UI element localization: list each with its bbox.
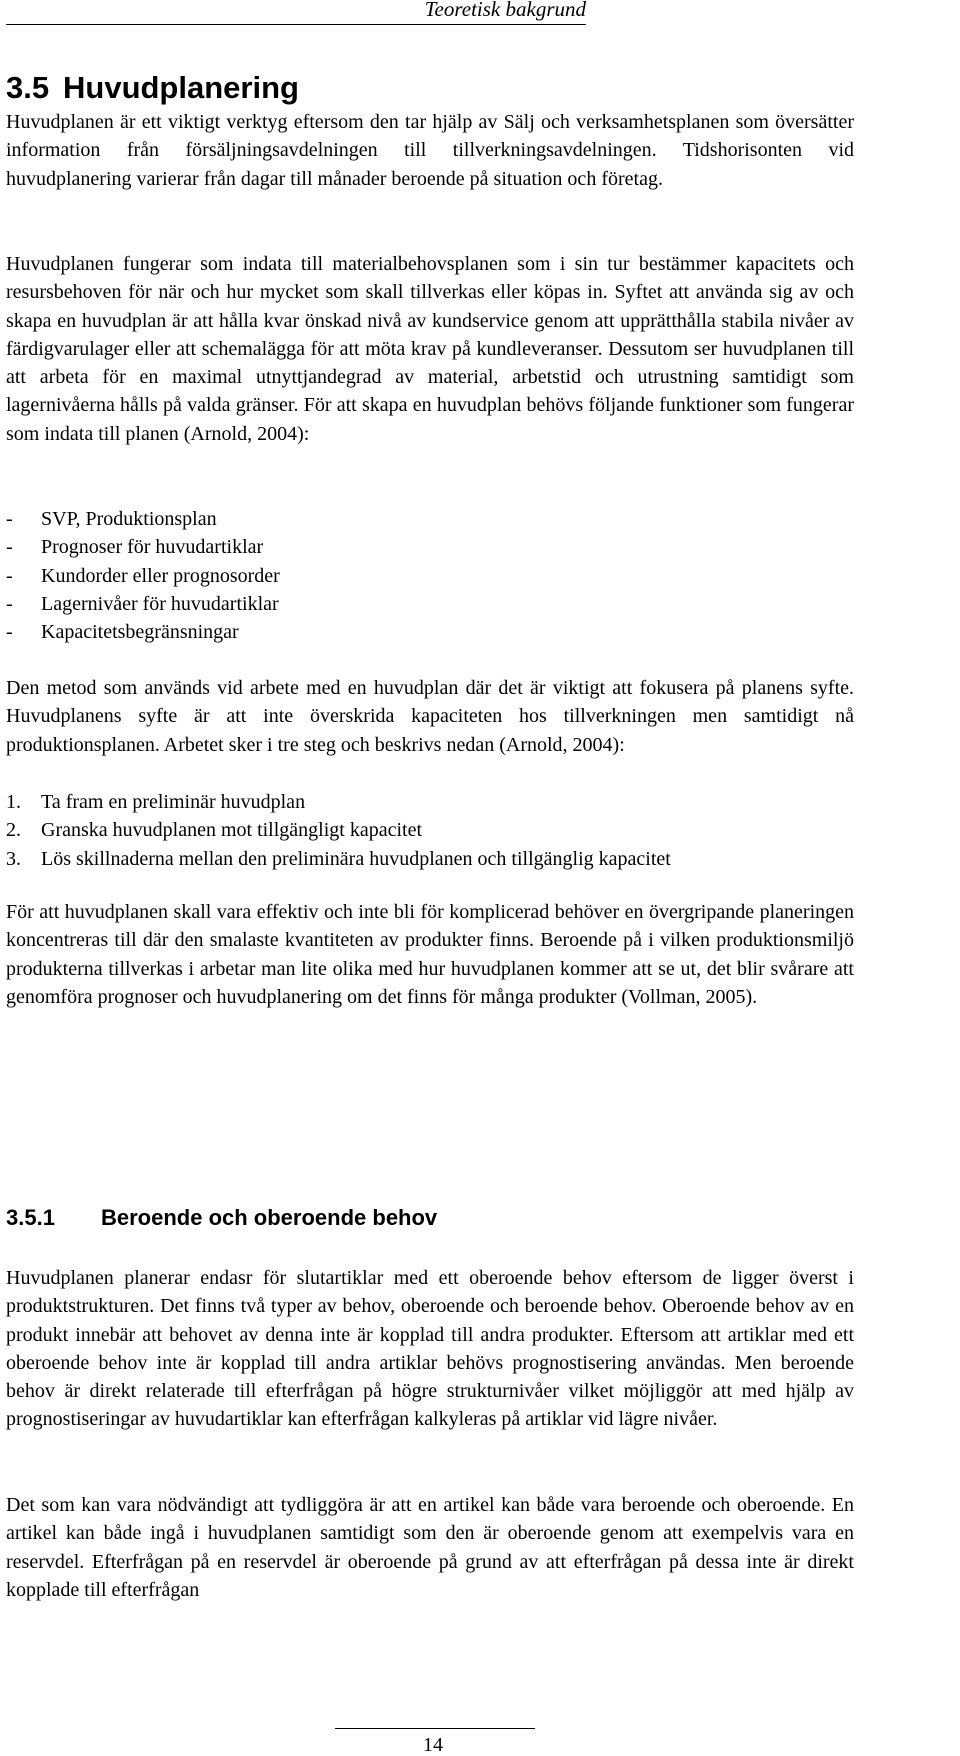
paragraph: Huvudplanen fungerar som indata till materialbehovsplanen som i sin tur bestämmer kapacitets och resursbehoven för när och hur mycket som skall tillverkas eller köpas in. Syftet att använda sig av och skapa en huvudplan är att hålla kvar önskad nivå av kundservice genom att upprätthålla stabila nivåer av färdigvarulager eller att schemalägga för att möta krav på kundleveranser. Dessutom ser huvudplanen till att arbeta för en maximal utnyttjandegrad av material, arbetstid och utrustning samtidigt som lagernivåerna hålls på valda gränser. För att skapa en huvudplan behövs följande funktioner som fungerar som indata till planen (Arnold, 2004): bbox=[6, 253, 854, 445]
numbered-list bbox=[6, 788, 854, 873]
list-item: - Lagernivåer för huvudartiklar bbox=[6, 592, 279, 615]
page-number: 14 bbox=[423, 1734, 443, 1756]
section-number: 3.5 bbox=[6, 70, 50, 105]
section-heading bbox=[6, 70, 299, 106]
paragraph: Den metod som används vid arbete med en huvudplan där det är viktigt att fokusera på planens syfte. Huvudplanens syfte är att inte överskrida kapaciteten hos tillverkningen men samtidigt nå produktionsplanen. Arbetet sker i tre steg och beskrivs nedan (Arnold, 2004): bbox=[6, 677, 854, 756]
bullet-list bbox=[6, 505, 854, 646]
paragraph: Huvudplanen planerar endasr för slutartiklar med ett oberoende behov eftersom de ligger överst i produktstrukturen. Det finns två typer av behov, oberoende och beroende behov. Oberoende behov av en produkt innebär att behovet av denna inte är kopplad till andra produkter. Eftersom att artiklar med ett oberoende behov inte är kopplad till andra artiklar behövs prognostisering användas. Men beroende behov är direkt relaterade till efterfrågan på högre strukturnivåer vilket möjliggör att med hjälp av prognostiseringar av huvudartiklar kan efterfrågan kalkyleras på artiklar vid lägre nivåer. bbox=[6, 1267, 854, 1431]
paragraph: Det som kan vara nödvändigt att tydliggöra är att en artikel kan både vara beroende och oberoende. En artikel kan både ingå i huvudplanen samtidigt som den är oberoende genom att exempelvis vara en reservdel. Efterfrågan på en reservdel är oberoende på grund av att efterfrågan på dessa inte är direkt kopplade till efterfrågan bbox=[6, 1494, 854, 1601]
paragraph: För att huvudplanen skall vara effektiv och inte bli för komplicerad behöver en övergripande planeringen koncentreras till där den smalaste kvantiteten av produkter finns. Beroende på i vilken produktionsmiljö produkterna tillverkas i arbetar man lite olika med hur huvudplanen kommer att se ut, det blir svårare att genomföra prognoser och huvudplanering om det finns för många produkter (Vollman, 2005). bbox=[6, 901, 854, 1008]
list-item: 3. Lös skillnaderna mellan den preliminära huvudplanen och tillgänglig kapacitet bbox=[6, 847, 671, 870]
footer-divider bbox=[335, 1728, 535, 1729]
list-item: - SVP, Produktionsplan bbox=[6, 508, 217, 530]
list-item: 1. Ta fram en preliminär huvudplan bbox=[6, 791, 306, 813]
running-header-title: Teoretisk bakgrund bbox=[424, 0, 586, 21]
running-header bbox=[6, 0, 586, 25]
subsection-title: Beroende och oberoende behov bbox=[101, 1205, 438, 1230]
subsection-heading bbox=[6, 1205, 437, 1231]
subsection-number: 3.5.1 bbox=[6, 1205, 55, 1230]
paragraph: Huvudplanen är ett viktigt verktyg eftersom den tar hjälp av Sälj och verksamhetsplanen som översätter information från försäljningsavdelningen till tillverkningsavdelningen. Tidshorisonten vid huvudplanering varierar från dagar till månader beroende på situation och företag. bbox=[6, 111, 854, 190]
section-title: Huvudplanering bbox=[63, 70, 299, 105]
list-item: 2. Granska huvudplanen mot tillgängligt kapacitet bbox=[6, 819, 423, 842]
list-item: - Kapacitetsbegränsningar bbox=[6, 621, 239, 644]
list-item: - Prognoser för huvudartiklar bbox=[6, 536, 264, 559]
list-item: - Kundorder eller prognosorder bbox=[6, 564, 280, 587]
